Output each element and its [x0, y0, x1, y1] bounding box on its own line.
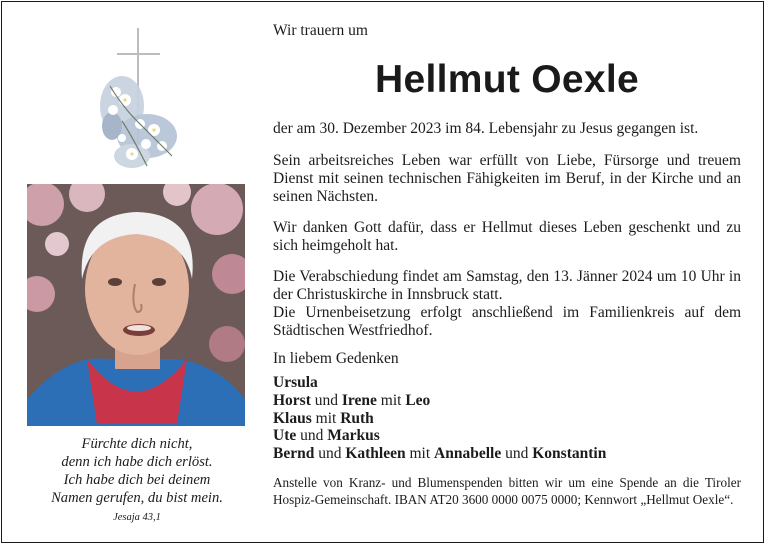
family-row	[273, 374, 741, 392]
cross-with-flowers-image	[92, 26, 184, 176]
family-member: Klaus	[273, 409, 312, 427]
connector: mit	[315, 409, 337, 427]
connector: und	[314, 391, 339, 409]
verse-line: Ich habe dich bei deinem	[63, 472, 211, 488]
family-member: Leo	[405, 391, 431, 409]
family-row	[273, 410, 741, 428]
portrait-photo	[27, 184, 245, 426]
family-member: Kathleen	[345, 445, 406, 463]
family-member: Markus	[327, 427, 380, 445]
connector: mit	[409, 445, 431, 463]
connector: mit	[380, 391, 402, 409]
paragraph-death-date: der am 30. Dezember 2023 im 84. Lebensjahr zu Jesus gegangen ist.	[273, 120, 699, 137]
deceased-name: Hellmut Oexle	[375, 58, 639, 101]
connector: und	[300, 427, 324, 445]
family-row	[273, 445, 741, 463]
family-member: Annabelle	[434, 445, 502, 463]
ceremony-farewell: Die Verabschiedung findet am Samstag, den 13. Jänner 2024 um 10 Uhr in der Christuskirche in Innsbruck statt.	[273, 268, 741, 303]
ceremony-burial: Die Urnenbeisetzung erfolgt anschließend im Familienkreis auf dem Städtischen Westfriedhof.	[273, 304, 741, 339]
family-member: Ute	[273, 427, 297, 445]
family-member: Irene	[341, 391, 377, 409]
verse-line: denn ich habe dich erlöst.	[61, 454, 213, 470]
bible-verse	[24, 435, 250, 527]
family-row	[273, 427, 741, 445]
connector: und	[505, 445, 529, 463]
closing-text: In liebem Gedenken	[273, 350, 399, 367]
family-list	[273, 374, 741, 463]
family-member: Konstantin	[532, 445, 607, 463]
connector: und	[318, 445, 342, 463]
family-member: Ruth	[340, 409, 374, 427]
paragraph-ceremony	[273, 268, 741, 340]
verse-line: Fürchte dich nicht,	[81, 436, 193, 452]
verse-line: Namen gerufen, du bist mein.	[51, 490, 223, 506]
family-member: Horst	[273, 391, 311, 409]
family-row	[273, 392, 741, 410]
intro-text: Wir trauern um	[273, 22, 368, 39]
paragraph-thanks: Wir danken Gott dafür, dass er Hellmut dieses Leben geschenkt und zu sich heimgeholt hat.	[273, 219, 741, 254]
verse-reference: Jesaja 43,1	[113, 512, 161, 523]
family-member: Bernd	[273, 445, 315, 463]
family-member: Ursula	[273, 374, 318, 391]
donation-note: Anstelle von Kranz- und Blumenspenden bitten wir um eine Spende an die Tiroler Hospiz-Gemeinschaft. IBAN AT20 3600 0000 0075 0000; Kennwort „Hellmut Oexle“.	[273, 475, 741, 507]
paragraph-life: Sein arbeitsreiches Leben war erfüllt von Liebe, Fürsorge und treuem Dienst mit seinen technischen Fähigkeiten im Beruf, in der Kirche und an seinen Nächsten.	[273, 152, 741, 205]
